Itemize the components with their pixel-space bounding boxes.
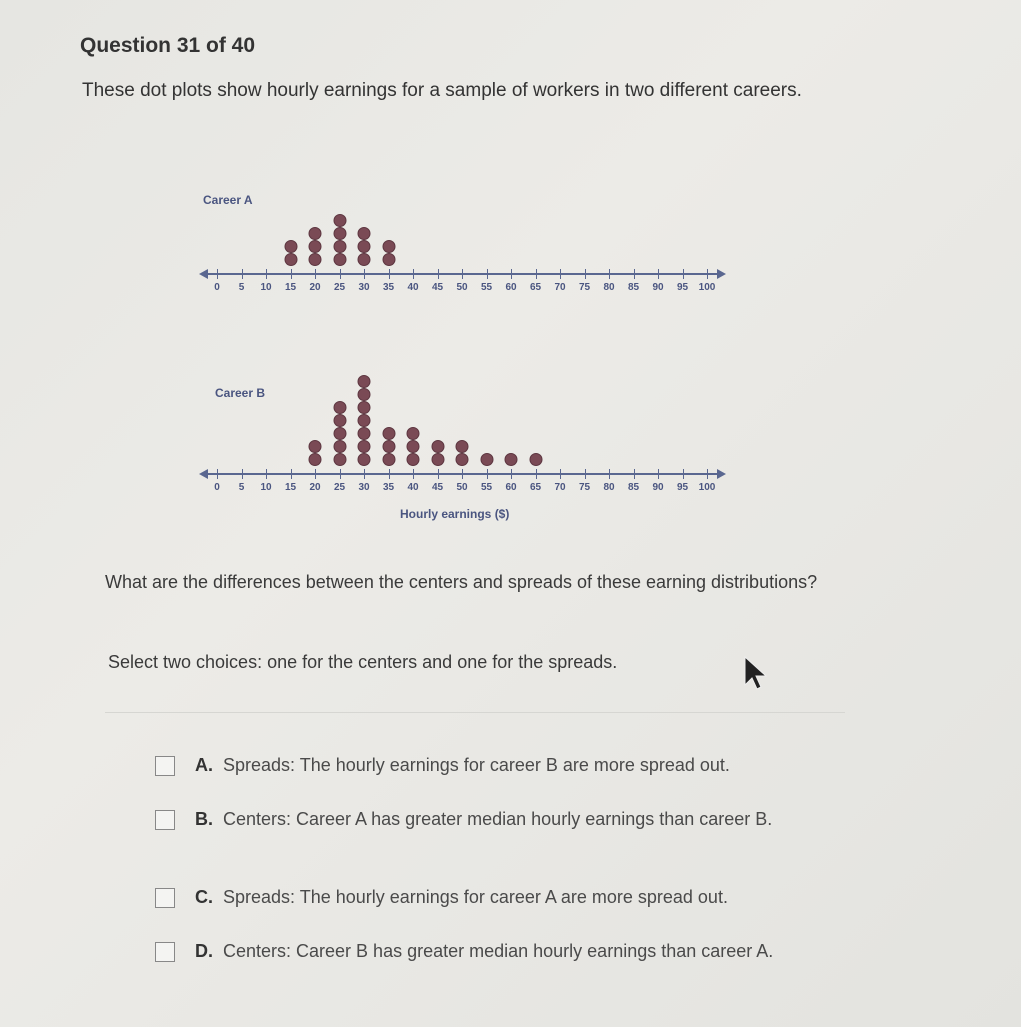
tick-label: 70	[554, 282, 566, 293]
data-dot	[358, 240, 371, 253]
tick-mark	[536, 269, 537, 279]
tick-label: 0	[214, 482, 220, 493]
tick-label: 85	[627, 482, 640, 493]
choice-text: Spreads: The hourly earnings for career B are more spread out.	[223, 755, 730, 775]
choice-text: Spreads: The hourly earnings for career A are more spread out.	[223, 887, 728, 907]
tick-label: 60	[505, 482, 517, 493]
data-dot	[407, 427, 420, 440]
tick-mark	[560, 269, 561, 279]
tick-mark	[707, 469, 708, 479]
tick-mark	[389, 469, 390, 479]
data-dot	[309, 253, 322, 266]
data-dot	[431, 453, 444, 466]
data-dot	[309, 240, 322, 253]
data-dot	[407, 453, 420, 466]
tick-mark	[683, 469, 684, 479]
tick-label: 90	[652, 282, 664, 293]
tick-mark	[658, 269, 659, 279]
tick-mark	[609, 269, 610, 279]
choice-text: Centers: Career A has greater median hourly earnings than career B.	[223, 809, 773, 829]
choice-letter: A.	[195, 755, 213, 775]
arrow-left-icon	[199, 269, 208, 279]
tick-mark	[291, 269, 292, 279]
choice-text: Centers: Career B has greater median hourly earnings than career A.	[223, 941, 774, 961]
tick-mark	[634, 269, 635, 279]
tick-mark	[315, 469, 316, 479]
tick-mark	[536, 469, 537, 479]
dot-plots-figure	[195, 185, 740, 530]
data-dot	[333, 453, 346, 466]
tick-mark	[266, 469, 267, 479]
tick-mark	[413, 269, 414, 279]
tick-mark	[340, 469, 341, 479]
tick-label: 45	[431, 282, 444, 293]
data-dot	[333, 427, 346, 440]
choice-a[interactable]	[155, 752, 845, 778]
career-a-dot-plot	[195, 185, 740, 315]
tick-label: 15	[284, 282, 297, 293]
tick-mark	[634, 469, 635, 479]
data-dot	[529, 453, 542, 466]
data-dot	[333, 401, 346, 414]
tick-mark	[340, 269, 341, 279]
tick-label: 45	[431, 482, 444, 493]
data-dot	[456, 453, 469, 466]
tick-mark	[487, 469, 488, 479]
data-dot	[382, 240, 395, 253]
data-dot	[407, 440, 420, 453]
tick-label: 90	[652, 482, 664, 493]
tick-mark	[242, 269, 243, 279]
tick-mark	[511, 469, 512, 479]
tick-label: 50	[456, 282, 468, 293]
tick-label: 85	[627, 282, 640, 293]
tick-mark	[413, 469, 414, 479]
tick-label: 25	[333, 282, 346, 293]
data-dot	[358, 401, 371, 414]
career-a-label: Career A	[203, 193, 253, 207]
tick-mark	[609, 469, 610, 479]
data-dot	[505, 453, 518, 466]
question-number: Question 31 of 40	[80, 34, 256, 57]
data-dot	[309, 440, 322, 453]
data-dot	[333, 414, 346, 427]
tick-label: 95	[676, 282, 689, 293]
tick-mark	[683, 269, 684, 279]
tick-label: 80	[603, 282, 615, 293]
tick-label: 25	[333, 482, 346, 493]
tick-mark	[242, 469, 243, 479]
tick-mark	[658, 469, 659, 479]
tick-mark	[511, 269, 512, 279]
tick-label: 55	[480, 482, 493, 493]
tick-mark	[560, 469, 561, 479]
choice-letter: C.	[195, 887, 213, 907]
data-dot	[284, 240, 297, 253]
data-dot	[358, 427, 371, 440]
tick-mark	[707, 269, 708, 279]
tick-label: 0	[214, 282, 220, 293]
choice-c[interactable]	[155, 884, 845, 910]
choice-b[interactable]	[155, 806, 845, 832]
mouse-cursor-icon	[743, 655, 769, 691]
career-b-label: Career B	[215, 386, 266, 400]
tick-label: 20	[309, 482, 321, 493]
data-dot	[333, 227, 346, 240]
data-dot	[382, 453, 395, 466]
tick-mark	[291, 469, 292, 479]
data-dot	[358, 440, 371, 453]
checkbox-c[interactable]	[155, 888, 175, 908]
tick-label: 10	[260, 482, 272, 493]
tick-label: 30	[358, 482, 370, 493]
tick-mark	[462, 269, 463, 279]
tick-label: 5	[238, 282, 245, 293]
data-dot	[309, 453, 322, 466]
tick-label: 30	[358, 282, 370, 293]
tick-label: 40	[407, 282, 419, 293]
tick-label: 80	[603, 482, 615, 493]
tick-mark	[364, 269, 365, 279]
tick-mark	[217, 269, 218, 279]
data-dot	[382, 427, 395, 440]
tick-label: 75	[578, 282, 591, 293]
data-dot	[358, 388, 371, 401]
data-dot	[358, 227, 371, 240]
tick-mark	[585, 269, 586, 279]
tick-mark	[315, 269, 316, 279]
divider	[105, 712, 845, 713]
data-dot	[431, 440, 444, 453]
checkbox-b[interactable]	[155, 810, 175, 830]
tick-label: 50	[456, 482, 468, 493]
arrow-left-icon	[199, 469, 208, 479]
choice-letter: B.	[195, 809, 213, 829]
data-dot	[382, 440, 395, 453]
question-instruction: Select two choices: one for the centers and one for the spreads.	[108, 652, 618, 672]
question-prompt: What are the differences between the centers and spreads of these earning distributions?	[105, 572, 818, 592]
arrow-right-icon	[717, 269, 726, 279]
arrow-right-icon	[717, 469, 726, 479]
question-stem: These dot plots show hourly earnings for a sample of workers in two different careers.	[82, 80, 802, 101]
x-axis-label: Hourly earnings ($)	[400, 507, 510, 521]
tick-mark	[462, 469, 463, 479]
choice-letter: D.	[195, 941, 213, 961]
tick-label: 20	[309, 282, 321, 293]
tick-mark	[438, 469, 439, 479]
tick-label: 55	[480, 282, 493, 293]
data-dot	[358, 253, 371, 266]
tick-mark	[487, 269, 488, 279]
data-dot	[333, 440, 346, 453]
tick-label: 95	[676, 482, 689, 493]
tick-label: 65	[529, 282, 542, 293]
tick-label: 100	[698, 482, 716, 493]
tick-label: 40	[407, 482, 419, 493]
data-dot	[480, 453, 493, 466]
tick-label: 10	[260, 282, 272, 293]
tick-label: 5	[238, 482, 245, 493]
data-dot	[358, 453, 371, 466]
tick-label: 60	[505, 282, 517, 293]
tick-mark	[438, 269, 439, 279]
data-dot	[456, 440, 469, 453]
tick-label: 15	[284, 482, 297, 493]
tick-mark	[585, 469, 586, 479]
tick-label: 65	[529, 482, 542, 493]
tick-label: 35	[382, 482, 395, 493]
tick-mark	[389, 269, 390, 279]
data-dot	[333, 214, 346, 227]
data-dot	[333, 240, 346, 253]
data-dot	[333, 253, 346, 266]
tick-label: 100	[698, 282, 716, 293]
tick-label: 75	[578, 482, 591, 493]
checkbox-d[interactable]	[155, 942, 175, 962]
tick-mark	[364, 469, 365, 479]
data-dot	[284, 253, 297, 266]
data-dot	[382, 253, 395, 266]
tick-label: 70	[554, 482, 566, 493]
tick-mark	[266, 269, 267, 279]
data-dot	[309, 227, 322, 240]
tick-mark	[217, 469, 218, 479]
tick-label: 35	[382, 282, 395, 293]
data-dot	[358, 414, 371, 427]
career-b-dot-plot	[195, 340, 740, 530]
choice-d[interactable]	[155, 938, 845, 964]
checkbox-a[interactable]	[155, 756, 175, 776]
data-dot	[358, 375, 371, 388]
